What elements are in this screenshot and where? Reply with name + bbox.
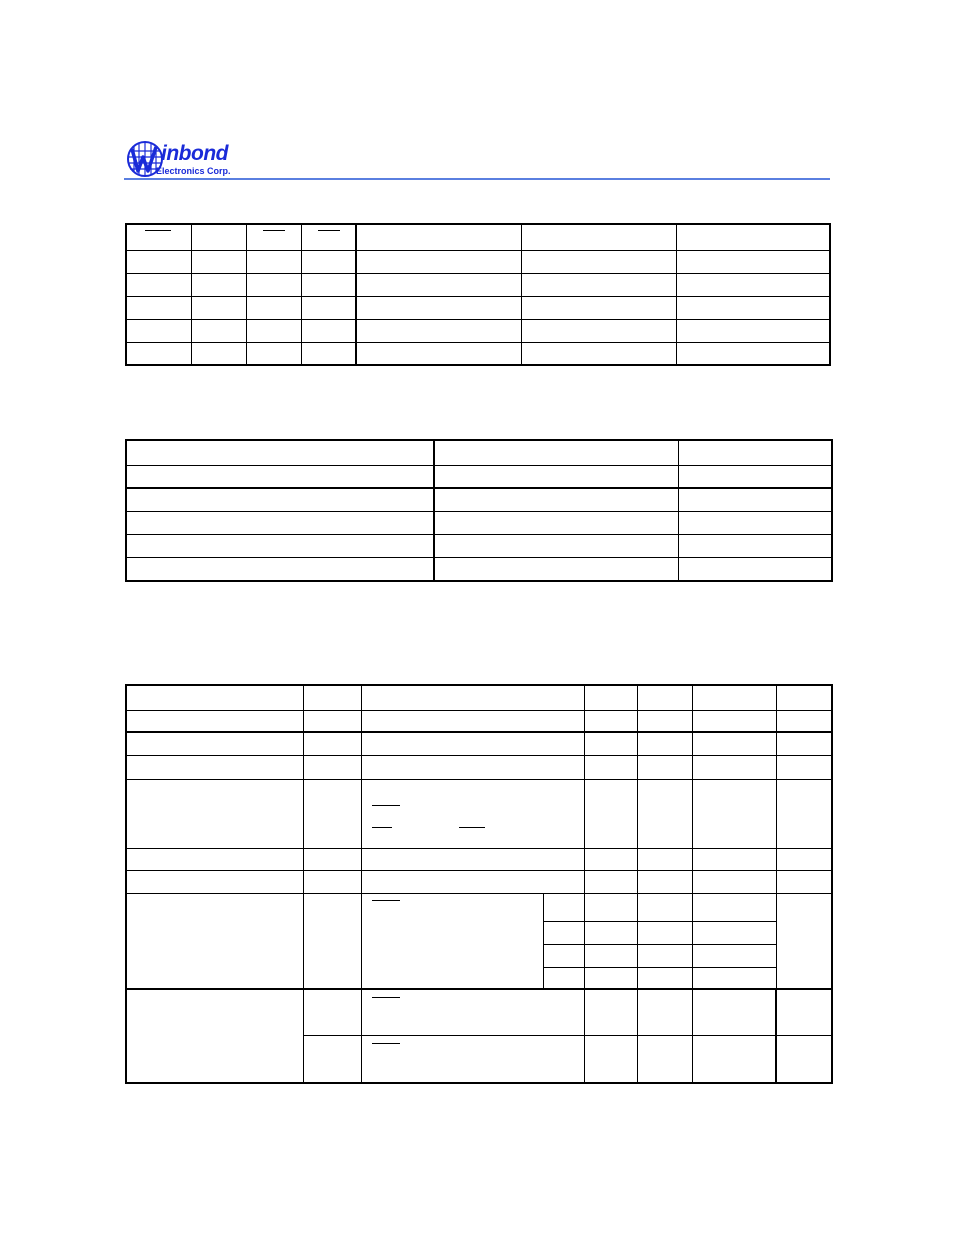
table-cell <box>584 1035 637 1083</box>
table-cell <box>126 755 303 779</box>
table-cell <box>361 989 584 1035</box>
overbar <box>372 827 392 828</box>
table-row <box>126 989 832 1035</box>
table-row <box>126 685 832 710</box>
overbar <box>459 827 485 828</box>
table-cell <box>637 989 692 1035</box>
table-cell <box>584 944 637 967</box>
table-cell <box>356 342 521 365</box>
table-cell <box>361 1035 584 1083</box>
table-cell <box>776 848 832 870</box>
table-cell <box>246 319 301 342</box>
table-cell <box>584 755 637 779</box>
table-cell <box>692 732 776 755</box>
table-cell <box>126 296 191 319</box>
table-row <box>126 273 830 296</box>
table-cell <box>521 250 676 273</box>
table-cell <box>191 224 246 250</box>
table-cell <box>692 893 776 921</box>
table-row <box>126 296 830 319</box>
table-cell <box>246 273 301 296</box>
table-cell <box>191 342 246 365</box>
table-cell <box>543 944 584 967</box>
table-cell <box>678 535 832 558</box>
table-cell <box>676 319 830 342</box>
table-cell <box>692 921 776 944</box>
table-cell <box>776 732 832 755</box>
table-row <box>126 558 832 581</box>
table-cell <box>637 848 692 870</box>
table-cell <box>637 870 692 893</box>
table-cell <box>776 1035 832 1083</box>
table-cell <box>303 779 361 848</box>
truth-table <box>125 223 831 366</box>
overbar <box>372 997 400 998</box>
table-row <box>126 319 830 342</box>
table-cell <box>776 685 832 710</box>
table-cell <box>543 921 584 944</box>
table-row <box>126 342 830 365</box>
overbar <box>263 230 285 231</box>
table-cell <box>126 779 303 848</box>
table-cell <box>434 558 678 581</box>
table-cell <box>637 779 692 848</box>
table-cell <box>676 250 830 273</box>
table-row <box>126 250 830 273</box>
table-cell <box>356 250 521 273</box>
table-cell <box>361 732 584 755</box>
table-cell <box>126 511 434 534</box>
table-cell <box>637 967 692 989</box>
table-cell <box>692 685 776 710</box>
table-cell <box>637 685 692 710</box>
table-row <box>126 488 832 511</box>
table-cell <box>637 755 692 779</box>
table-cell <box>692 779 776 848</box>
table-cell <box>637 921 692 944</box>
table-cell <box>434 511 678 534</box>
table-cell <box>191 250 246 273</box>
table-cell <box>521 319 676 342</box>
table-cell <box>301 319 356 342</box>
table-cell <box>246 296 301 319</box>
overbar <box>372 900 400 901</box>
table-row <box>126 755 832 779</box>
table-cell <box>301 273 356 296</box>
table-row <box>126 465 832 488</box>
table-cell <box>303 870 361 893</box>
brand-name: inbond <box>161 142 228 165</box>
table-cell <box>776 870 832 893</box>
table-cell <box>521 224 676 250</box>
table-cell <box>126 893 303 989</box>
table-cell <box>584 870 637 893</box>
table-cell <box>776 710 832 732</box>
table-cell <box>303 989 361 1035</box>
table-row <box>126 779 832 848</box>
table-cell <box>584 893 637 921</box>
table-cell <box>678 488 832 511</box>
table-row <box>126 224 830 250</box>
table-cell <box>356 224 521 250</box>
table-cell <box>692 848 776 870</box>
table-cell <box>584 921 637 944</box>
table-cell <box>584 967 637 989</box>
table-cell <box>776 893 832 989</box>
table-row <box>126 848 832 870</box>
table-row <box>126 870 832 893</box>
table-cell <box>434 465 678 488</box>
overbar <box>318 230 340 231</box>
header <box>124 136 830 180</box>
table-cell <box>692 967 776 989</box>
table-cell <box>361 710 584 732</box>
table-cell <box>434 535 678 558</box>
table-cell <box>434 440 678 465</box>
table-cell <box>678 511 832 534</box>
table-cell <box>637 732 692 755</box>
table-cell <box>303 755 361 779</box>
ratings-table <box>125 439 833 582</box>
table-cell <box>126 224 191 250</box>
table-cell <box>584 848 637 870</box>
table-cell <box>521 273 676 296</box>
overbar <box>145 230 171 231</box>
table-cell <box>126 558 434 581</box>
table-cell <box>637 893 692 921</box>
header-rule <box>124 178 830 180</box>
table-cell <box>301 224 356 250</box>
table-cell <box>126 273 191 296</box>
table-cell <box>246 224 301 250</box>
table-cell <box>356 273 521 296</box>
brand-subtitle: Electronics Corp. <box>156 166 231 176</box>
table-cell <box>584 710 637 732</box>
table-cell <box>676 296 830 319</box>
table-cell <box>692 1035 776 1083</box>
overbar <box>372 805 400 806</box>
table-cell <box>637 1035 692 1083</box>
table-cell <box>678 465 832 488</box>
table-cell <box>126 319 191 342</box>
table-cell <box>584 732 637 755</box>
table-cell <box>246 250 301 273</box>
table-row <box>126 710 832 732</box>
table-cell <box>126 488 434 511</box>
table-cell <box>361 779 584 848</box>
table-cell <box>776 779 832 848</box>
table-cell <box>303 1035 361 1083</box>
table-cell <box>191 273 246 296</box>
table-cell <box>692 755 776 779</box>
table-cell <box>776 755 832 779</box>
table-cell <box>637 710 692 732</box>
table-cell <box>246 342 301 365</box>
table-cell <box>303 732 361 755</box>
table-cell <box>776 989 832 1035</box>
table-row <box>126 893 832 921</box>
table-cell <box>676 273 830 296</box>
table-cell <box>301 342 356 365</box>
table-cell <box>126 870 303 893</box>
table-cell <box>543 893 584 921</box>
table-cell <box>191 319 246 342</box>
table-cell <box>126 535 434 558</box>
table-cell <box>356 296 521 319</box>
table-cell <box>676 342 830 365</box>
table-cell <box>584 685 637 710</box>
table-cell <box>521 342 676 365</box>
table-cell <box>692 989 776 1035</box>
table-cell <box>361 848 584 870</box>
table-row <box>126 732 832 755</box>
table-cell <box>126 465 434 488</box>
table-cell <box>361 870 584 893</box>
table-cell <box>126 989 303 1083</box>
table-cell <box>692 944 776 967</box>
table-cell <box>356 319 521 342</box>
table-cell <box>303 710 361 732</box>
table-row <box>126 511 832 534</box>
table-cell <box>126 440 434 465</box>
table-cell <box>301 296 356 319</box>
table-cell <box>676 224 830 250</box>
table-cell <box>692 870 776 893</box>
table-cell <box>434 488 678 511</box>
characteristics-table <box>125 684 833 1084</box>
table-cell <box>678 440 832 465</box>
table-cell <box>543 967 584 989</box>
overbar <box>372 1043 400 1044</box>
table-cell <box>126 342 191 365</box>
table-cell <box>126 732 303 755</box>
table-cell <box>191 296 246 319</box>
table-row <box>126 535 832 558</box>
table-cell <box>303 685 361 710</box>
table-cell <box>126 685 303 710</box>
table-cell <box>361 685 584 710</box>
table-cell <box>303 893 361 989</box>
table-cell <box>692 710 776 732</box>
table-cell <box>521 296 676 319</box>
table-cell <box>303 848 361 870</box>
table-cell <box>637 944 692 967</box>
table-cell <box>361 755 584 779</box>
table-cell <box>584 779 637 848</box>
table-row <box>126 440 832 465</box>
table-cell <box>584 989 637 1035</box>
table-cell <box>126 250 191 273</box>
table-cell <box>126 710 303 732</box>
table-cell <box>126 848 303 870</box>
table-cell <box>361 893 543 989</box>
table-cell <box>678 558 832 581</box>
table-cell <box>301 250 356 273</box>
